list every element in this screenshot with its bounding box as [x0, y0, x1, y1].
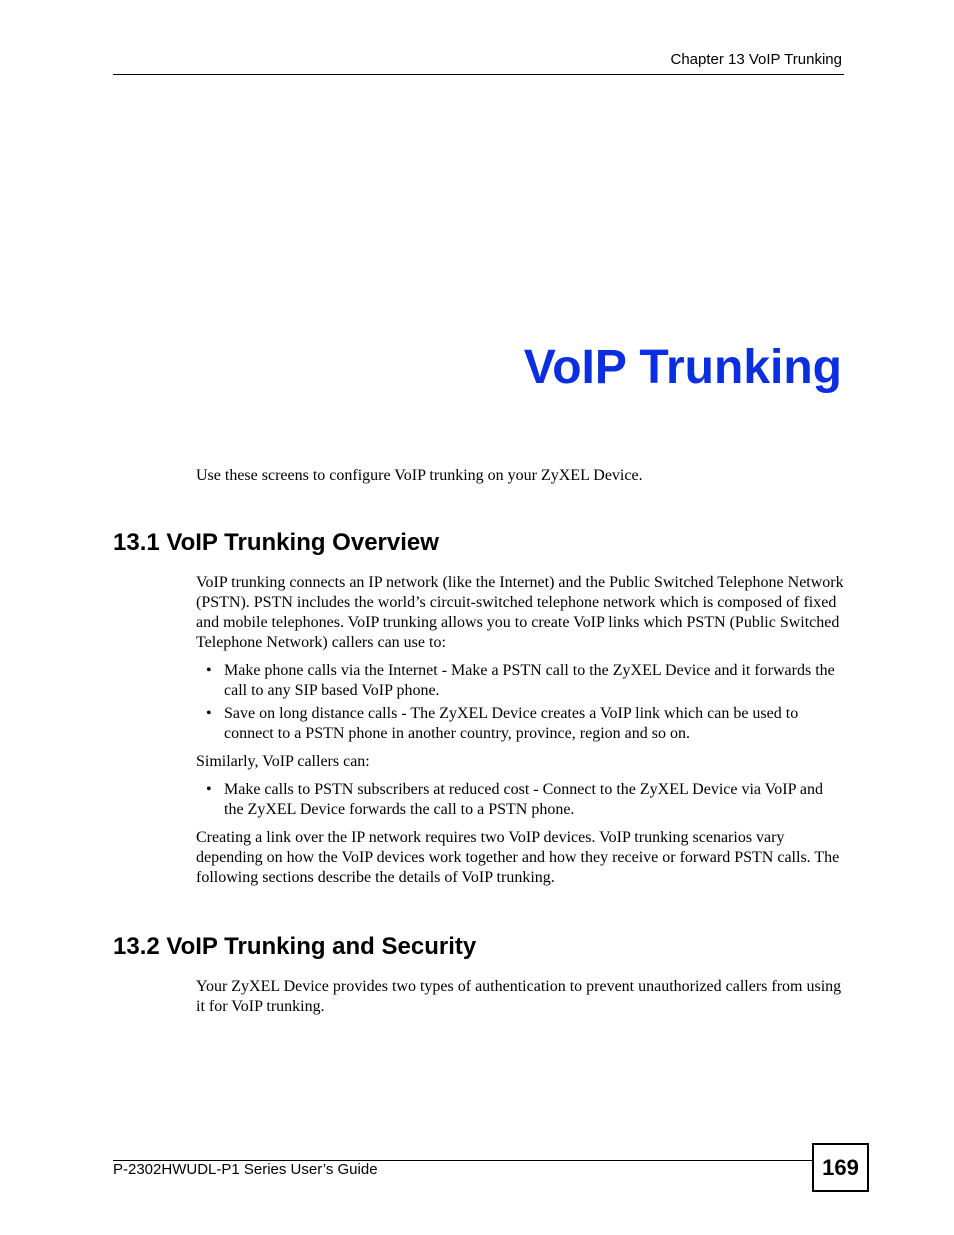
list-item [196, 661, 846, 701]
chapter-title: VoIP Trunking [523, 341, 842, 394]
list-item-text: Make phone calls via the Internet - Make a PSTN call to the ZyXEL Device and it forwards the call to any SIP based VoIP phone. [224, 662, 835, 699]
paragraph: Similarly, VoIP callers can: [196, 753, 370, 770]
paragraph: Creating a link over the IP network requires two VoIP devices. VoIP trunking scenarios vary depending on how the VoIP devices work together and how they receive or forward PSTN calls. The following sections describe the details of VoIP trunking. [196, 829, 840, 886]
guide-title: P-2302HWUDL-P1 Series User’s Guide [113, 1161, 378, 1178]
bullet-icon: • [206, 705, 212, 722]
section-body-overview [196, 573, 846, 896]
section-body-security [196, 977, 846, 1025]
paragraph: Your ZyXEL Device provides two types of authentication to prevent unauthorized callers from using it for VoIP trunking. [196, 978, 842, 1015]
header-divider [113, 74, 844, 75]
paragraph: VoIP trunking connects an IP network (like the Internet) and the Public Switched Telephone Network (PSTN). PSTN includes the world’s circuit-switched telephone network which is composed of fixed and mobile telephones. VoIP trunking allows you to create VoIP links which PSTN (Public Switched Telephone Network) callers can use to: [196, 574, 844, 651]
page-number: 169 [812, 1143, 869, 1192]
list-item-text: Make calls to PSTN subscribers at reduced cost - Connect to the ZyXEL Device via VoIP and the ZyXEL Device forwards the call to a PSTN phone. [224, 781, 823, 818]
section-heading-overview: 13.1 VoIP Trunking Overview [113, 529, 439, 556]
list-item [196, 780, 846, 820]
bullet-icon: • [206, 662, 212, 679]
bullet-icon: • [206, 781, 212, 798]
bullet-list [196, 661, 846, 744]
chapter-label: Chapter 13 VoIP Trunking [670, 51, 842, 68]
section-heading-security: 13.2 VoIP Trunking and Security [113, 933, 477, 960]
intro-paragraph: Use these screens to configure VoIP trunking on your ZyXEL Device. [196, 467, 643, 484]
list-item [196, 704, 846, 744]
list-item-text: Save on long distance calls - The ZyXEL Device creates a VoIP link which can be used to connect to a PSTN phone in another country, province, region and so on. [224, 705, 799, 742]
bullet-list [196, 780, 846, 820]
